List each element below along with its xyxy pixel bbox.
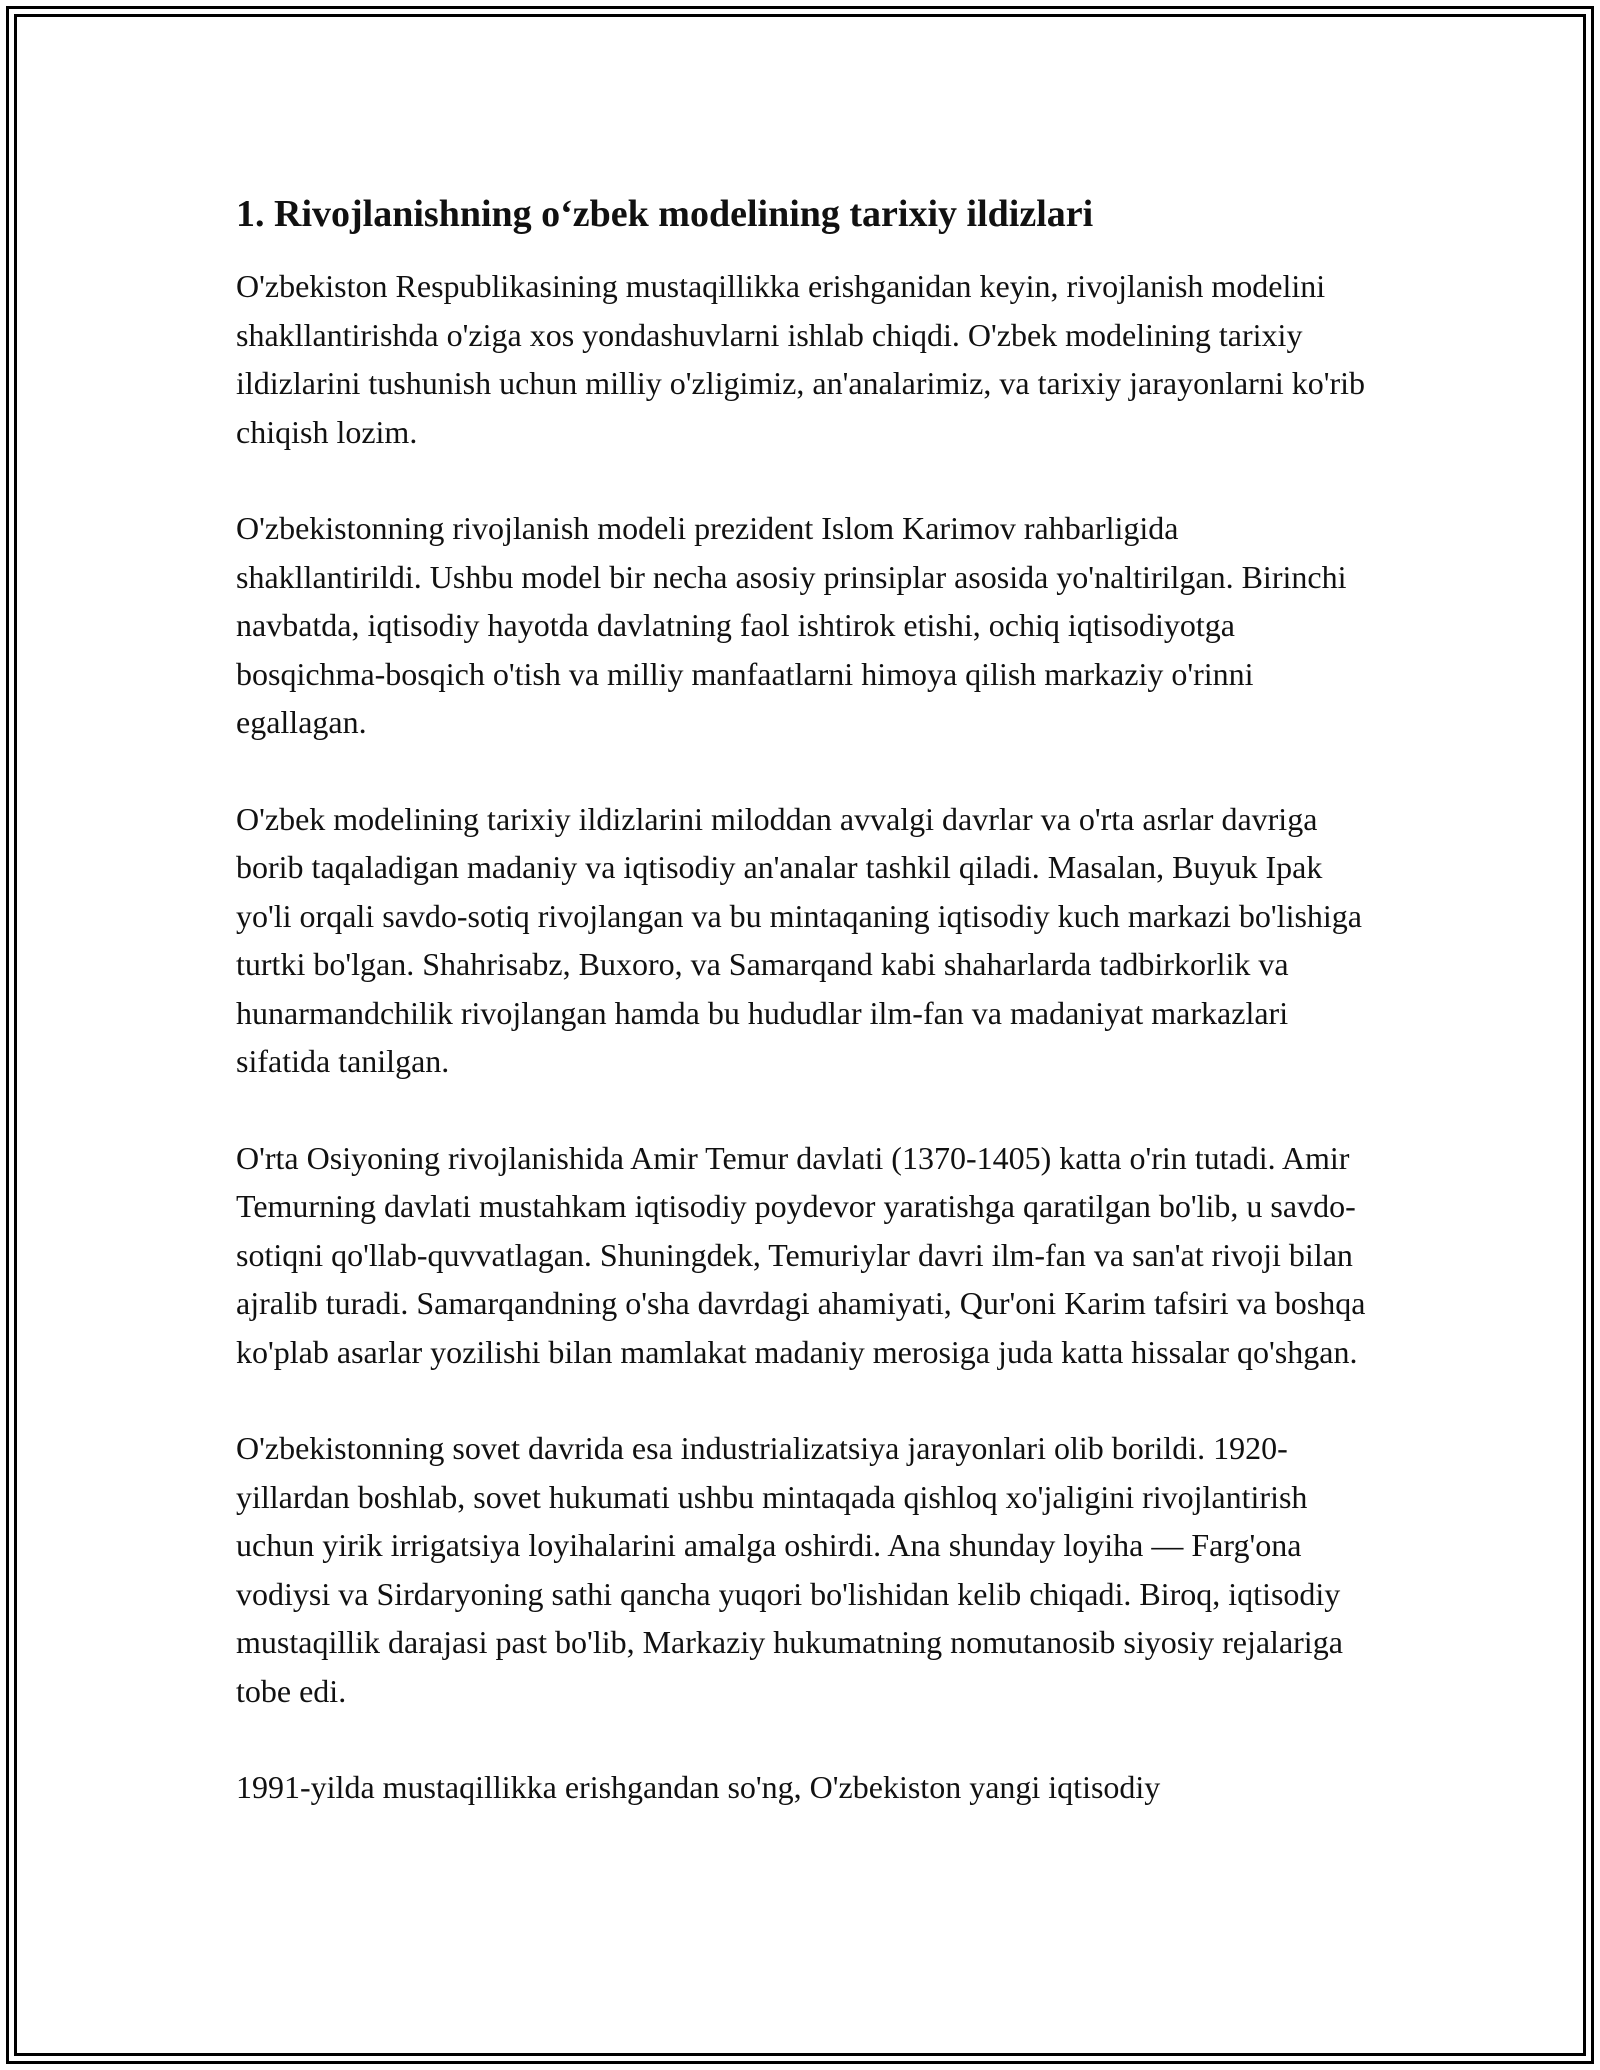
document-body [236,186,1366,1860]
section-heading: 1. Rivojlanishning o‘zbek modelining tarixiy ildizlari [236,193,1094,235]
paragraph-6: 1991-yilda mustaqillikka erishgandan so'ng, O'zbekiston yangi iqtisodiy [236,1769,1161,1805]
paragraph-3: O'zbek modelining tarixiy ildizlarini miloddan avvalgi davrlar va o'rta asrlar davriga borib taqaladigan madaniy va iqtisodiy an'analar tashkil qiladi. Masalan, Buyuk Ipak yo'li orqali savdo-sotiq rivojlangan va bu mintaqaning iqtisodiy kuch markazi bo'lishiga turtki bo'lgan. Shahrisabz, Buxoro, va Samarqand kabi shaharlarda tadbirkorlik va hunarmandchilik rivojlangan hamda bu hududlar ilm-fan va madaniyat markazlari sifatida tanilgan. [236,800,1362,1079]
paragraph-1: O'zbekiston Respublikasining mustaqillikka erishganidan keyin, rivojlanish modelini shakllantirishda o'ziga xos yondashuvlarni ishlab chiqdi. O'zbek modelining tarixiy ildizlarini tushunish uchun milliy o'zligimiz, an'analarimiz, va tarixiy jarayonlarni ko'rib chiqish lozim. [236,268,1366,450]
paragraph-4: O'rta Osiyoning rivojlanishida Amir Temur davlati (1370-1405) katta o'rin tutadi. Amir Temurning davlati mustahkam iqtisodiy poydevor yaratishga qaratilgan bo'lib, u savdo-sotiqni qo'llab-quvvatlagan. Shuningdek, Temuriylar davri ilm-fan va san'at rivoji bilan ajralib turadi. Samarqandning o'sha davrdagi ahamiyati, Qur'oni Karim tafsiri va boshqa ko'plab asarlar yozilishi bilan mamlakat madaniy merosiga juda katta hissalar qo'shgan. [236,1139,1366,1370]
paragraph-2: O'zbekistonning rivojlanish modeli prezident Islom Karimov rahbarligida shakllantirildi. Ushbu model bir necha asosiy prinsiplar asosida yo'naltirilgan. Birinchi navbatda, iqtisodiy hayotda davlatning faol ishtirok etishi, ochiq iqtisodiyotga bosqichma-bosqich o'tish va milliy manfaatlarni himoya qilish markaziy o'rinni egallagan. [236,510,1347,740]
paragraph-5: O'zbekistonning sovet davrida esa industrializatsiya jarayonlari olib borildi. 1920-yillardan boshlab, sovet hukumati ushbu mintaqada qishloq xo'jaligini rivojlantirish uchun yirik irrigatsiya loyihalarini amalga oshirdi. Ana shunday loyiha — Farg'ona vodiysi va Sirdaryoning sathi qancha yuqori bo'lishidan kelib chiqadi. Biroq, iqtisodiy mustaqillik darajasi past bo'lib, Markaziy hukumatning nomutanosib siyosiy rejalariga tobe edi. [236,1430,1343,1709]
